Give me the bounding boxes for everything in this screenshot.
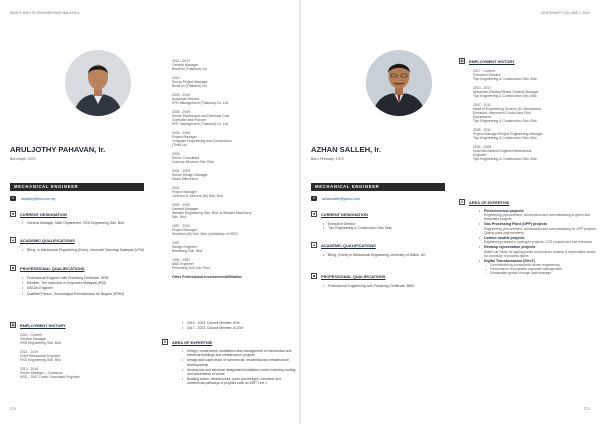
entry-role: Project Manager [172, 228, 197, 232]
entry-years: 2010 [172, 76, 180, 80]
list-item: • Building works, infrastructure, ports and bridges, contracts and commercial pathways of projects such as MRT Line 1 [187, 377, 299, 385]
entry-company: HSS Engineering Sdn. Bhd. [20, 358, 62, 362]
entry-years: 2002 - 2003 [172, 169, 191, 173]
section-title: EMPLOYMENT HISTORY [469, 58, 515, 64]
employment-entries [473, 69, 595, 166]
birth-date: Born April, 1970 [10, 157, 36, 161]
entry-years: 2002 [172, 186, 180, 190]
academic-list [20, 248, 145, 253]
entry-company: BinaFon (Thailand) Ltd. [172, 67, 208, 71]
entry-role-cont: Electrical, Instrument Control and Civil [473, 111, 531, 115]
email-contact [311, 196, 360, 201]
entry-years: 2006 - 2009 [172, 110, 191, 114]
entry-role: Senior Project Manager [172, 80, 208, 84]
entry-role: Lead Mechanical Engineer/Mechanical [473, 149, 532, 153]
expertise-sub: – Performance of projected corporate management [484, 267, 600, 271]
section-employment [10, 322, 66, 328]
entry-years: 2011 - 2013 [172, 59, 190, 63]
graduation-cap-icon: ▲ [11, 238, 15, 242]
entry-company: KPK Management (Thailand) Co. Ltd. [172, 101, 229, 105]
employment-entry [172, 203, 294, 219]
expertise-body: Engineering, procurement, construction and commissioning to green and brownfield projects [484, 213, 591, 222]
entry-role: M&E Engineer [172, 262, 194, 266]
entry-role: General Manager [172, 207, 199, 211]
entry-company: Tiyo Engineering & Construction Sdn. Bhd. [473, 136, 538, 140]
entry-company: Sheddon (M) Sdn. Bhd. (subsidiary of HSS) [172, 232, 238, 236]
entry-years: 2014 - 2019 [20, 350, 39, 354]
expertise-list [180, 349, 299, 387]
entry-role: Project Manager [172, 135, 197, 139]
section-professional [311, 273, 386, 279]
entry-role: Project Manager/Project Engineering Manager [473, 132, 543, 136]
employment-entry [172, 152, 294, 164]
entry-company: Yongnam Engineering and Construction [172, 139, 232, 143]
entry-years: 2009 - 2010 [172, 93, 191, 97]
briefcase-icon: ■ [312, 212, 316, 216]
list-item: • Mechanical and electrical designated installation works including cooling and placements of works [187, 368, 299, 376]
entry-role: Associate Director/Senior General Manager [473, 90, 539, 94]
entry-role-cont: Controller and Planner [172, 118, 206, 122]
list-item: • Professional Engineer with Practicing Certificate, BEM [27, 276, 145, 280]
employment-entry [20, 333, 138, 345]
email-icon: ✉ [11, 196, 15, 200]
list-item: • 2019 - 2023: Council Member, IEM [187, 321, 299, 325]
employment-entry [172, 131, 294, 147]
section-title: PROFESSIONAL QUALIFICATIONS [20, 265, 85, 271]
section-title: CURRENT DESIGNATION [321, 211, 368, 217]
expertise-item [484, 236, 600, 244]
employment-entries-continued [172, 59, 294, 280]
portrait-photo [366, 50, 432, 116]
entry-role: General Manager [20, 337, 47, 341]
entry-company: Maxis Millennium [172, 177, 199, 181]
entry-role: Senior Design Manager [172, 173, 208, 177]
profession-banner: MECHANICAL ENGINEER [311, 183, 445, 191]
briefcase-icon: ■ [11, 212, 15, 216]
section-academic [311, 242, 376, 248]
entry-role-cont: Engineer [473, 153, 487, 157]
entry-role: Senior Mechanical and Electrical Cost [172, 114, 230, 118]
building-icon: ▦ [460, 59, 464, 63]
affiliation-heading: Other Professional Involvement/Affiliation [172, 275, 242, 279]
gear-icon: ⚙ [460, 200, 464, 204]
section-current-designation [311, 211, 368, 217]
graduation-cap-icon: ▲ [312, 243, 316, 247]
expertise-title: • Digital Transformation (DXoT) [484, 258, 535, 263]
entry-years: 2003 [172, 152, 180, 156]
employment-entry [20, 350, 138, 362]
expertise-body: Asset Life Study for ageing plants and projects revamp & rejuvenation works for continuity of process plants [484, 249, 596, 258]
running-header: WHO'S WHO IN ENGINEERING MALAYSIA [10, 11, 80, 15]
employment-entry [473, 128, 595, 140]
entry-company-cont: Sdn. Bhd. [172, 215, 187, 219]
section-title: ACADEMIC QUALIFICATIONS [20, 237, 75, 243]
entry-company: Tiyo Engineering & Construction Sdn. Bhd. [473, 119, 538, 123]
expertise-body: Engineering, procurement, construction and commissioning for GPP projects. Quality plant improvements [484, 226, 597, 235]
list-item: • Design, construction, installation and management of mechanical and electrical buildings and infrastructure projects [187, 349, 299, 357]
entry-years: 2013 - 2014 [20, 367, 39, 371]
certificate-icon: ◆ [11, 266, 15, 270]
profession-banner: MECHANICAL ENGINEER [10, 183, 144, 191]
birth-date: Born February, 1970 [311, 157, 344, 161]
section-expertise [459, 199, 509, 205]
page-number: 271 [584, 407, 590, 411]
section-professional [10, 265, 85, 271]
employment-entry [20, 367, 138, 379]
entry-company-cont: (Thai) Ltd. [172, 143, 188, 147]
page-number: 270 [10, 407, 16, 411]
entry-role: Chief Mechanical Engineer [20, 354, 61, 358]
entry-role: Senior Manager – Contracts [20, 371, 63, 375]
current-designation-list [321, 222, 446, 231]
expertise-sub: – Sustainable growth through data leverage [484, 271, 600, 275]
list-item: • Member, The Institution of Engineers Malaysia (IEM) [27, 281, 145, 285]
expertise-item [484, 209, 600, 221]
portrait-photo [65, 50, 131, 116]
entry-company: Tiyo Engineering & Construction Sdn. Bhd. [473, 157, 538, 161]
employment-entry [172, 110, 294, 126]
expertise-item [484, 259, 600, 275]
professional-list [321, 284, 446, 289]
entry-years: 2017 - Current [473, 69, 495, 73]
email-link[interactable]: azhansalleh@yahoo.com [322, 196, 361, 201]
entry-years: 2007 - 2011 [473, 103, 491, 107]
entry-role: General Manager [172, 63, 199, 67]
left-page [0, 0, 299, 424]
entry-company: Perunding Yulli Sdn. Bhd. [172, 266, 211, 270]
list-item: • General Manager, M&E Department, HSS Engineering Sdn. Bhd. [27, 221, 145, 225]
entry-company: BinaFon (Thailand) Ltd. [172, 84, 208, 88]
entry-role-cont: Department [473, 115, 491, 119]
entry-role: Design Engineer [172, 245, 198, 249]
employment-entry [172, 258, 294, 270]
entry-years: 1997 - 2000 [172, 224, 191, 228]
entry-years: 2000 - 2002 [172, 203, 191, 207]
section-employment [459, 58, 515, 64]
academic-list [321, 253, 446, 258]
entry-role: Executive Director [473, 73, 501, 77]
entry-company: Tiyo Engineering & Construction Sdn. Bhd. [473, 77, 538, 81]
expertise-body: Engineering related to hydrogen projects, CCS projects and fuel reference [484, 240, 593, 245]
entry-company: Wessex Engineering Sdn. Bhd. & Wessex Machinery [172, 211, 252, 215]
employment-entry [172, 76, 294, 88]
list-item: • Design and supervision of commercial, residential and infrastructure developments [187, 358, 299, 366]
employment-entry [172, 186, 294, 198]
expertise-item [484, 245, 600, 257]
person-name: ARULJOTHY PAHAVAN, Ir. [10, 145, 106, 154]
section-title: CURRENT DESIGNATION [20, 211, 67, 217]
list-item: • Qualified Person, Suruhanjaya Perkhidmatan Air Negara (SPAN) [27, 292, 145, 296]
entry-company: Benaflong Sdn. Bhd. [172, 249, 204, 253]
expertise-sub: – Commissioning-construction driven engineering [484, 263, 600, 267]
section-title: PROFESSIONAL QUALIFICATIONS [321, 273, 386, 279]
expertise-list [477, 209, 600, 276]
current-designation-list [20, 221, 145, 226]
affiliation-list [180, 321, 299, 331]
entry-years: 2002 - 2005 [473, 145, 492, 149]
list-item: • 2017 - 2023: Council Member, ACEM [187, 326, 299, 330]
section-title: AREA OF EXPERTISE [172, 339, 213, 345]
entry-company: HSS Engineering Sdn. Bhd. [20, 341, 62, 345]
running-header: CENTENARY VOLUME 1 2024 [540, 11, 590, 15]
entry-company: HSS – SMC Leslie Consultant Engineer [20, 375, 80, 379]
employment-entry [172, 59, 294, 71]
section-current-designation [10, 211, 67, 217]
certificate-icon: ◆ [312, 274, 316, 278]
entry-years: 1997 [172, 241, 180, 245]
section-title: ACADEMIC QUALIFICATIONS [321, 242, 376, 248]
entry-company: Comsup Services Sdn. Bhd. [172, 160, 215, 164]
expertise-title: • Gas Processing Plant (GPP) projects [484, 222, 547, 227]
entry-role: Head of Engineering Division (M: Mechanical, [473, 107, 542, 111]
entry-years: 2019 - Current [20, 333, 42, 337]
list-item: • BEng. (Hons) in Mechanical Engineering University of Wales, UK [328, 253, 446, 257]
right-page [301, 0, 600, 424]
entry-years: 2005 - 2011 [473, 128, 491, 132]
entry-role: Project Manager [172, 190, 197, 194]
entry-years: 2004 - 2006 [172, 131, 191, 135]
expertise-title: • Carbon neutral projects [484, 235, 525, 240]
section-expertise [162, 339, 212, 345]
entry-years: 1994 - 1997 [172, 258, 191, 262]
list-item: • Professional Engineering with Practicing Certificate, BEM [328, 284, 446, 288]
list-item: • Executive Director [328, 222, 446, 226]
section-title: AREA OF EXPERTISE [469, 199, 510, 205]
employment-entry [473, 103, 595, 123]
gear-icon: ⚙ [163, 340, 167, 344]
person-name: AZHAN SALLEH, Ir. [311, 145, 382, 154]
employment-entry [473, 145, 595, 161]
entry-company: KPK Management (Thailand) Co. Ltd. [172, 122, 229, 126]
employment-entries [20, 333, 138, 384]
employment-entry [473, 69, 595, 81]
building-icon: ▦ [11, 323, 15, 327]
employment-entry [172, 169, 294, 181]
employment-entry [172, 93, 294, 105]
expertise-title: • Petrochemical projects [484, 209, 524, 213]
professional-list [20, 276, 145, 297]
expertise-item [484, 222, 600, 234]
employment-entry [172, 224, 294, 236]
list-item: • BEng. in Mechanical Engineering (Hons), Universiti Teknologi Malaysia (UTM) [27, 248, 145, 252]
list-item: • Tiyo Engineering & Construction Sdn. Bhd. [328, 226, 446, 230]
entry-role: Senior Consultant [172, 156, 199, 160]
email-icon: ✉ [312, 196, 316, 200]
expertise-title: • Revamp rejuvenation projects [484, 245, 536, 250]
email-link[interactable]: aruljothy@hss.com.my [21, 196, 56, 201]
employment-entry [473, 86, 595, 98]
section-academic [10, 237, 75, 243]
employment-entry [172, 241, 294, 253]
entry-company: Johnson & Johnson (M) Sdn. Bhd. [172, 194, 224, 198]
entry-company: Tiyo Engineering & Construction Sdn. Bhd. [473, 94, 538, 98]
email-contact [10, 196, 55, 201]
section-title: EMPLOYMENT HISTORY [20, 322, 66, 328]
list-item: • ASEAN Engineer [27, 286, 145, 290]
entry-role: Associate Director [172, 97, 200, 101]
entry-years: 2013 - 2017 [473, 86, 492, 90]
